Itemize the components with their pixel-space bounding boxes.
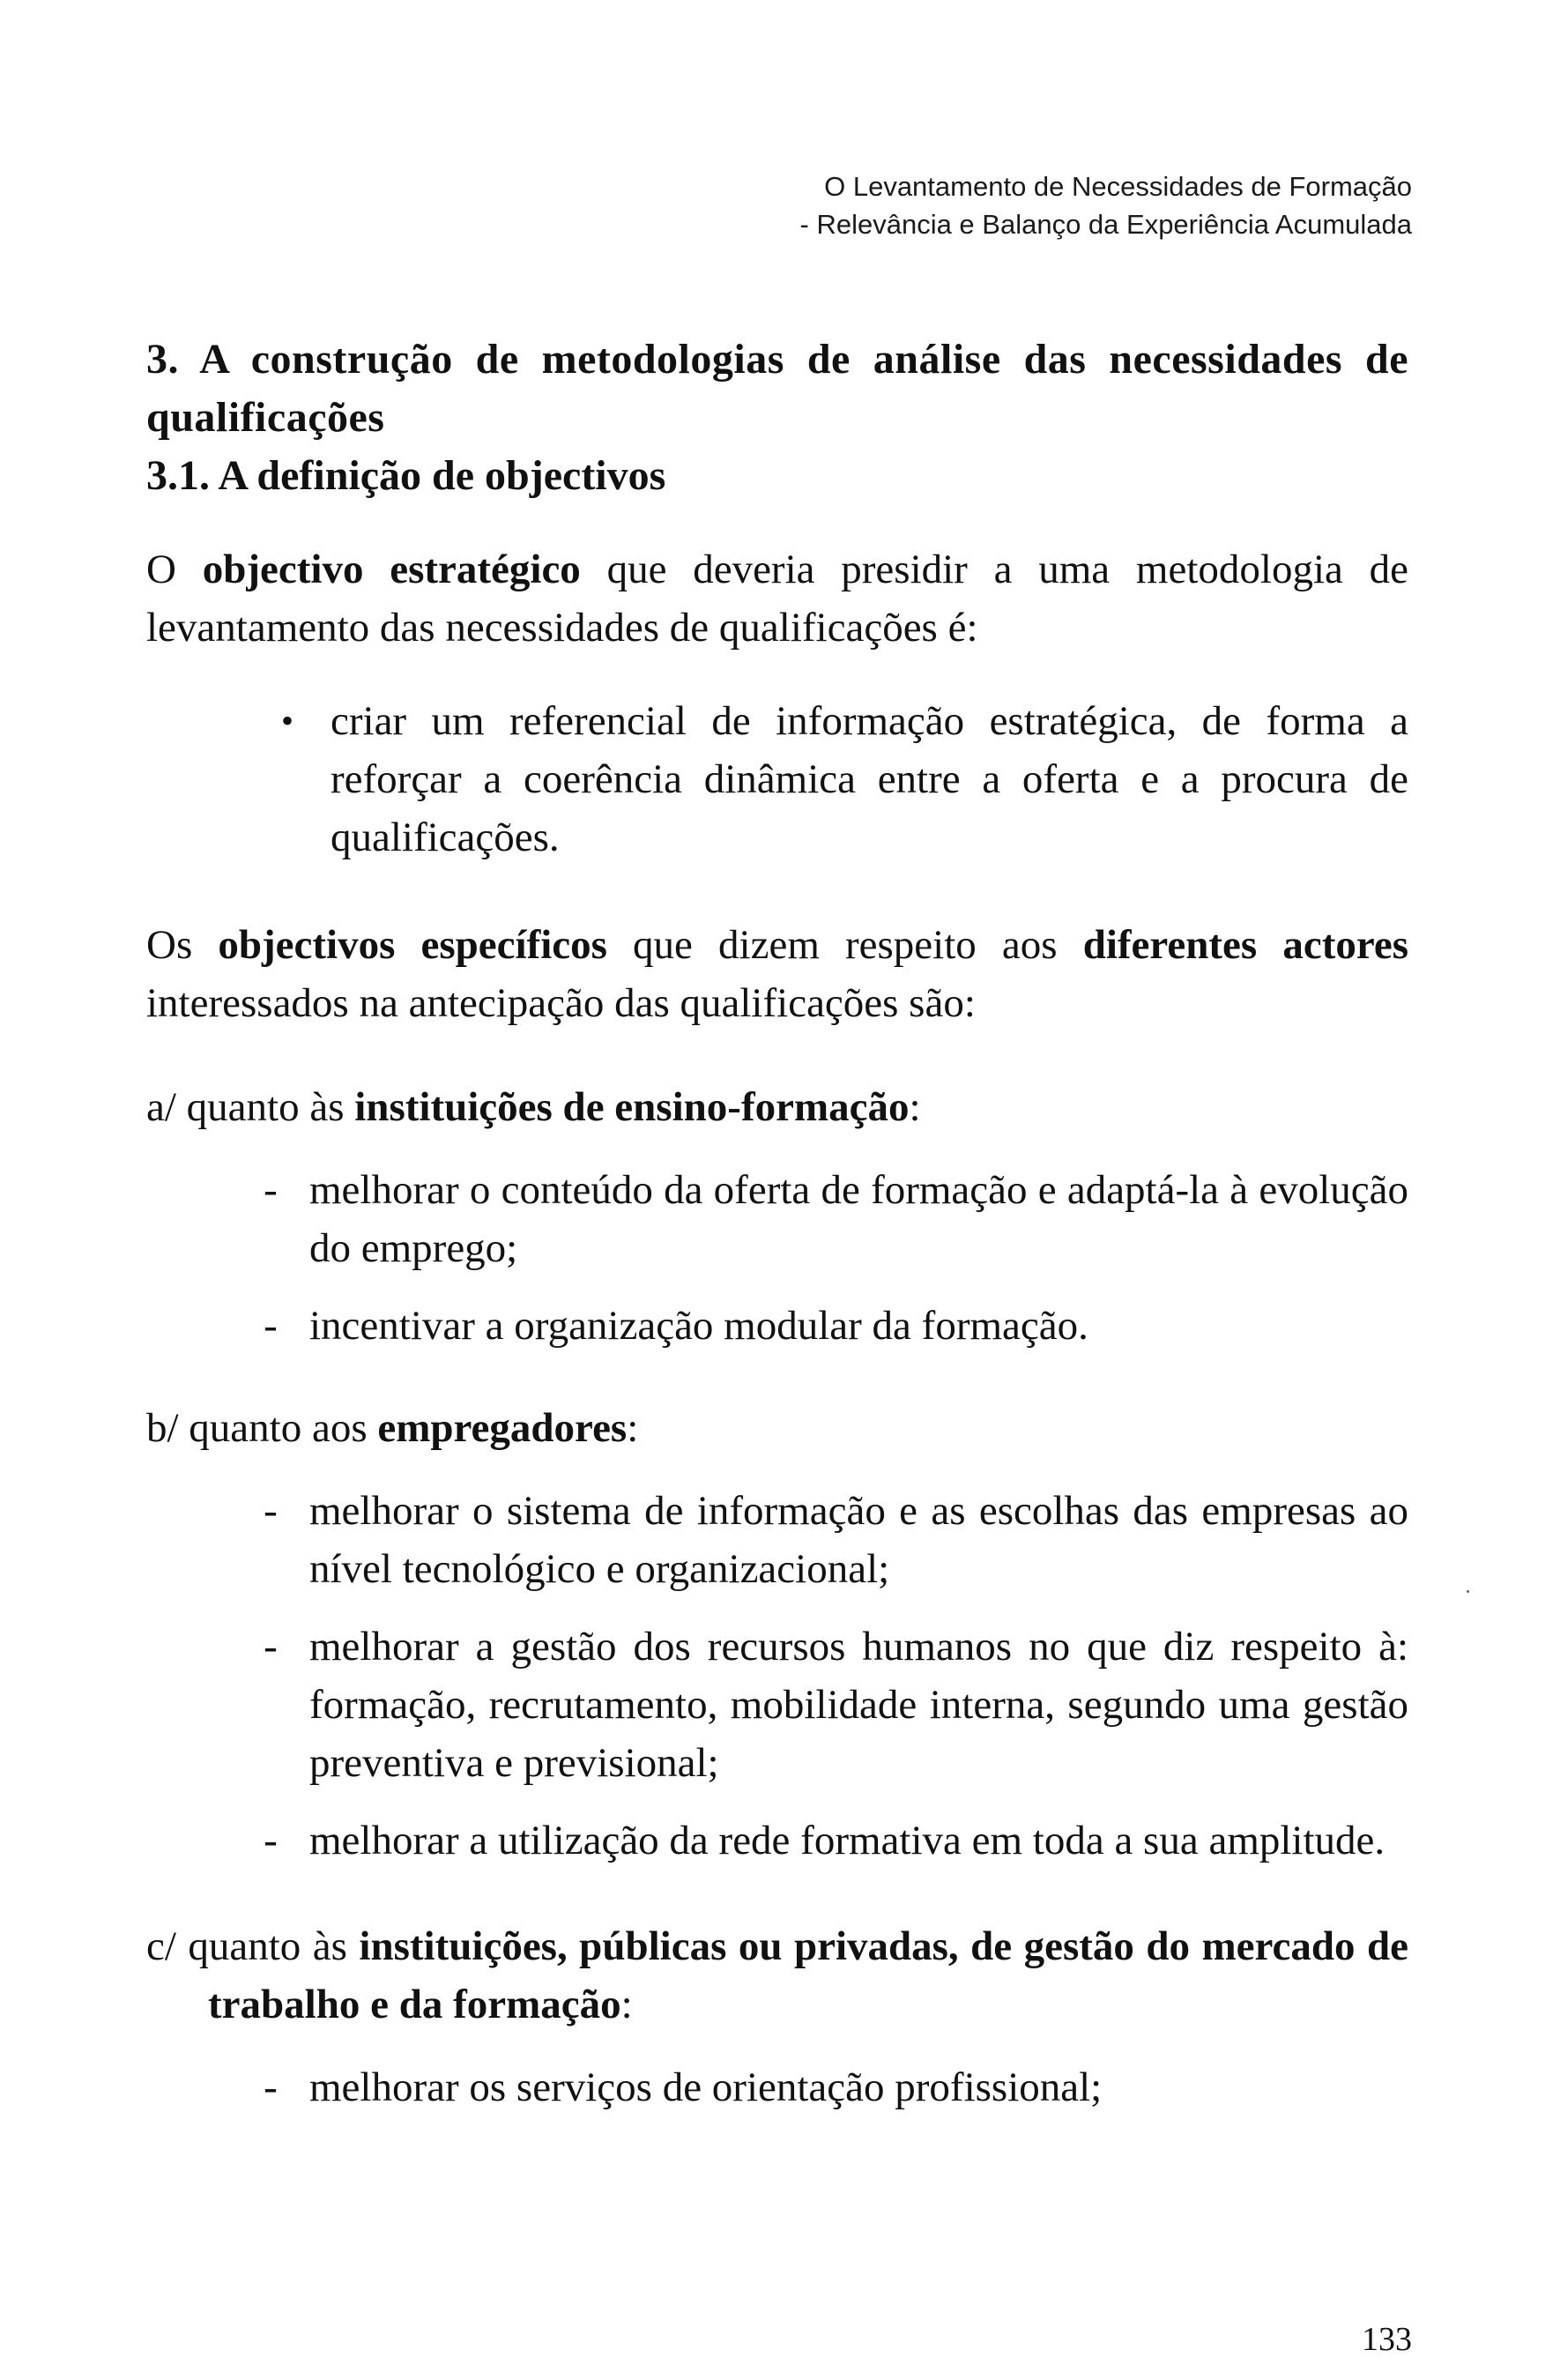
group-tail: : bbox=[909, 1084, 921, 1130]
strategic-objective-paragraph bbox=[146, 540, 1408, 657]
bullet-text: criar um referencial de informação estratégica, de forma a reforçar a coerência dinâmica entre a oferta e a procura de qualificações. bbox=[331, 698, 1408, 860]
bullet-marker: • bbox=[280, 701, 293, 740]
dash-marker: - bbox=[264, 1624, 278, 1670]
specific-objectives-paragraph bbox=[146, 916, 1408, 1032]
dash-item-text: melhorar o sistema de informação e as escolhas das empresas ao nível tecnológico e organizacional; bbox=[309, 1488, 1408, 1592]
group-bold-term: instituições, públicas ou privadas, de gestão do mercado de trabalho e da formação bbox=[208, 1923, 1408, 2027]
group-lead: a/ quanto às bbox=[146, 1084, 355, 1130]
dash-marker: - bbox=[264, 1303, 278, 1349]
bullet-list bbox=[146, 692, 1408, 866]
dash-item bbox=[264, 1161, 1408, 1277]
group-c-list bbox=[146, 2058, 1408, 2116]
running-header-line-1: O Levantamento de Necessidades de Formação bbox=[824, 171, 1412, 202]
subsection-heading: 3.1. A definição de objectivos bbox=[146, 452, 666, 499]
group-tail: : bbox=[627, 1405, 639, 1451]
group-lead: c/ quanto às bbox=[146, 1923, 360, 1969]
dash-item bbox=[264, 1618, 1408, 1792]
dash-item-text: melhorar o conteúdo da oferta de formação e adaptá-la à evolução do emprego; bbox=[309, 1167, 1408, 1271]
paragraph-text: Os bbox=[146, 922, 219, 968]
bold-term: diferentes actores bbox=[1082, 922, 1409, 968]
bullet-item bbox=[280, 692, 1408, 866]
section-heading: 3. A construção de metodologias de análise das necessidades de qualificações bbox=[146, 336, 1408, 441]
paragraph-text: que dizem respeito aos bbox=[606, 922, 1083, 968]
dash-marker: - bbox=[264, 2064, 278, 2110]
dash-item-text: incentivar a organização modular da formação. bbox=[309, 1303, 1088, 1349]
group-b-list bbox=[146, 1482, 1408, 1870]
dash-item bbox=[264, 1297, 1408, 1355]
dash-item-text: melhorar a gestão dos recursos humanos no que diz respeito à: formação, recrutamento, mobilidade interna, segundo uma gestão preventiva e previsional; bbox=[309, 1624, 1408, 1786]
group-b-heading bbox=[146, 1399, 1408, 1457]
group-bold-term: instituições de ensino-formação bbox=[354, 1084, 910, 1130]
paragraph-text: interessados na antecipação das qualificações são: bbox=[146, 980, 976, 1026]
running-header bbox=[800, 167, 1412, 243]
page-number: 133 bbox=[1362, 2321, 1412, 2358]
group-a-list bbox=[146, 1161, 1408, 1355]
group-bold-term: empregadores bbox=[377, 1405, 628, 1451]
group-c-heading bbox=[146, 1917, 1408, 2034]
group-lead: b/ quanto aos bbox=[146, 1405, 378, 1451]
running-header-line-2: - Relevância e Balanço da Experiência Acumulada bbox=[799, 209, 1412, 240]
scan-speck bbox=[1467, 1590, 1469, 1593]
dash-marker: - bbox=[264, 1488, 278, 1534]
dash-marker: - bbox=[264, 1167, 278, 1213]
dash-item-text: melhorar os serviços de orientação profissional; bbox=[309, 2064, 1103, 2110]
paragraph-text: O bbox=[146, 547, 203, 592]
bold-term: objectivo estratégico bbox=[202, 547, 581, 592]
dash-item bbox=[264, 1482, 1408, 1598]
dash-item bbox=[264, 2058, 1408, 2116]
group-a-heading bbox=[146, 1078, 1408, 1136]
group-tail: : bbox=[620, 1982, 633, 2027]
dash-item-text: melhorar a utilização da rede formativa em toda a sua amplitude. bbox=[309, 1818, 1385, 1863]
dash-item bbox=[264, 1811, 1408, 1870]
dash-marker: - bbox=[264, 1818, 278, 1863]
bold-term: objectivos específicos bbox=[218, 922, 607, 968]
page-body bbox=[146, 331, 1408, 2116]
paragraph-text: que deveria presidir a uma metodologia de levantamento das necessidades de qualificações é: bbox=[146, 547, 1408, 651]
